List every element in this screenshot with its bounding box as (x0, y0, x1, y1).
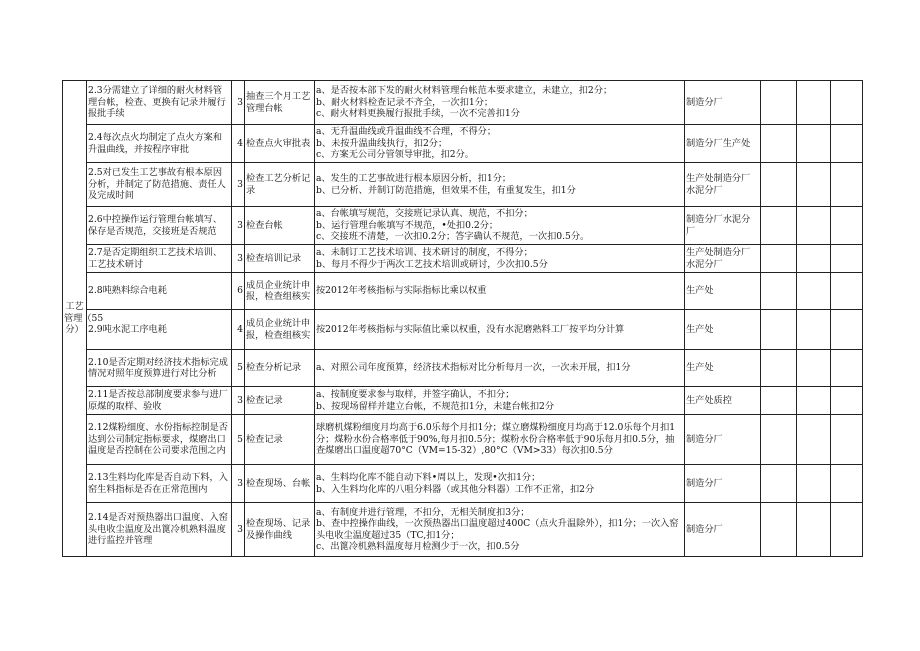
table-row (63, 503, 863, 557)
table-row (63, 350, 863, 387)
criteria-line: b、入生料均化库的八咀分料器（或其他分料器）工作不正常，扣2分 (316, 483, 595, 495)
blank-cell (831, 245, 863, 273)
score-cell: 3 (232, 465, 245, 503)
method-cell: 检查培训记录 (245, 245, 315, 273)
criteria-cell (315, 207, 685, 245)
blank-cell (797, 387, 831, 415)
blank-cell (831, 465, 863, 503)
blank-cell (831, 273, 863, 310)
dept-cell: 生产处 (685, 310, 761, 350)
blank-cell (831, 207, 863, 245)
method-cell: 抽查三个月工艺管理台帐 (245, 81, 315, 125)
criteria-line: a、生料均化库不能自动下料•周以上，发现•次扣1分； (316, 472, 541, 484)
dept-cell: 生产处制造分厂水泥分厂 (685, 163, 761, 207)
score-cell: 3 (232, 163, 245, 207)
blank-cell (831, 81, 863, 125)
criteria-cell (315, 125, 685, 163)
method-cell: 检查点火审批表 (245, 125, 315, 163)
score-cell: 3 (232, 245, 245, 273)
criteria-cell (315, 503, 685, 557)
blank-cell (761, 81, 797, 125)
criteria-cell (315, 163, 685, 207)
method-cell: 检查工艺分析记录 (245, 163, 315, 207)
criteria-line: a、按制度要求参与取样，并签字确认，不扣分； (316, 389, 515, 401)
item-cell: 2.7是否定期组织工艺技术培训、工艺技术研讨 (87, 245, 232, 273)
item-cell: 2.4每次点火均制定了点火方案和升温曲线，并按程序审批 (87, 125, 232, 163)
dept-cell: 制造分厂水泥分厂 (685, 207, 761, 245)
item-cell: 2.9吨水泥工序电耗 (87, 310, 232, 350)
blank-cell (831, 310, 863, 350)
criteria-cell (315, 350, 685, 387)
score-cell: 5 (232, 350, 245, 387)
table-row (63, 415, 863, 465)
criteria-line: b、运行管理台帐填写不规范，•处扣0.2分； (316, 219, 499, 231)
blank-cell (831, 503, 863, 557)
criteria-line: a、未制订工艺技术培训、技术研讨的制度，不得分； (316, 247, 533, 259)
item-cell: 2.10是否定期对经济技术指标完成情况对照年度预算进行对比分析 (87, 350, 232, 387)
dept-cell: 制造分厂 (685, 465, 761, 503)
criteria-line: b、每月不得少于两次工艺技术培训或研讨，少次扣0.5分 (316, 258, 548, 270)
item-cell: 2.14是否对预热器出口温度、入窑头电收尘温度及出篦冷机熟料温度进行监控并管理 (87, 503, 232, 557)
blank-cell (797, 207, 831, 245)
criteria-line: b、已分析、并制订防范措施，但效果不佳，有重复发生，扣1分 (316, 184, 576, 196)
blank-cell (831, 163, 863, 207)
blank-cell (761, 163, 797, 207)
dept-cell: 制造分厂 (685, 81, 761, 125)
item-cell: 2.13生料均化库是否自动下料，入窑生料指标是否在正常范围内 (87, 465, 232, 503)
score-cell: 5 (232, 415, 245, 465)
item-cell: 2.5对已发生工艺事故有根本原因分析，并制定了防范措施、责任人及完成时间 (87, 163, 232, 207)
score-cell: 3 (232, 387, 245, 415)
criteria-line: 按2012年考核指标与实际指标比乘以权重 (316, 285, 487, 297)
category-line: 管理（55 (64, 312, 104, 324)
criteria-cell (315, 387, 685, 415)
criteria-line: 按2012年考核指标与实际值比乘以权重，没有水泥磨熟料工厂按平均分计算 (316, 323, 625, 335)
table-row (63, 125, 863, 163)
blank-cell (761, 415, 797, 465)
assessment-table (62, 80, 863, 557)
score-cell: 3 (232, 81, 245, 125)
table-row (63, 245, 863, 273)
table-row (63, 310, 863, 350)
criteria-line: c、出篦冷机熟料温度每月检测少于一次，扣0.5分 (316, 540, 520, 552)
dept-cell: 生产处 (685, 350, 761, 387)
method-cell: 检查现场、台帐 (245, 465, 315, 503)
criteria-line: a、对照公司年度预算，经济技术指标对比分析每月一次，一次未开展，扣1分 (316, 362, 631, 374)
criteria-cell (315, 310, 685, 350)
criteria-line: c、耐火材料更换履行报批手续，一次不完善扣1分 (316, 108, 520, 120)
dept-cell: 制造分厂 (685, 503, 761, 557)
blank-cell (797, 125, 831, 163)
dept-cell: 生产处质控 (685, 387, 761, 415)
method-cell: 检查台帐 (245, 207, 315, 245)
dept-cell: 制造分厂生产处 (685, 125, 761, 163)
dept-cell: 生产处制造分厂水泥分厂 (685, 245, 761, 273)
score-cell: 4 (232, 125, 245, 163)
table-row (63, 81, 863, 125)
category-cell (63, 81, 104, 557)
score-cell: 4 (232, 310, 245, 350)
method-cell: 检查记录 (245, 415, 315, 465)
criteria-line: a、无升温曲线或升温曲线不合理，不得分； (316, 126, 497, 138)
blank-cell (761, 503, 797, 557)
blank-cell (761, 125, 797, 163)
item-cell: 2.3分需建立了详细的耐火材料管理台帐，检查、更换有记录并履行报批手续 (87, 81, 232, 125)
blank-cell (761, 273, 797, 310)
criteria-line: a、是否按本部下发的耐火材料管理台帐范本要求建立，未建立，扣2分； (316, 85, 613, 97)
criteria-cell (315, 273, 685, 310)
blank-cell (797, 310, 831, 350)
table-row (63, 163, 863, 207)
category-line: 分） (65, 324, 84, 336)
blank-cell (797, 81, 831, 125)
blank-cell (761, 465, 797, 503)
criteria-line: b、按现场留样并建立台帐，不规范扣1分，未建台帐扣2分 (316, 400, 555, 412)
table-row (63, 387, 863, 415)
blank-cell (761, 387, 797, 415)
criteria-cell (315, 245, 685, 273)
blank-cell (831, 350, 863, 387)
criteria-cell (315, 81, 685, 125)
dept-cell: 生产处 (685, 273, 761, 310)
criteria-line: c、方案无公司分管领导审批，扣2分。 (316, 149, 474, 161)
method-cell: 检查分析记录 (245, 350, 315, 387)
blank-cell (797, 465, 831, 503)
table-row (63, 465, 863, 503)
table-row (63, 273, 863, 310)
method-cell: 成员企业统计申报，检查组核实 (245, 273, 315, 310)
criteria-line: a、台帐填写规范，交接班记录认真、规范，不扣分； (316, 208, 533, 220)
blank-cell (797, 415, 831, 465)
blank-cell (761, 310, 797, 350)
blank-cell (831, 125, 863, 163)
method-cell: 检查记录 (245, 387, 315, 415)
blank-cell (797, 350, 831, 387)
score-cell: 3 (232, 503, 245, 557)
item-cell: 2.8吨熟料综合电耗 (87, 273, 232, 310)
criteria-line: b、未按升温曲线执行，扣2分； (316, 137, 448, 149)
blank-cell (761, 207, 797, 245)
blank-cell (797, 163, 831, 207)
criteria-line: a、有制度并进行管理，不扣分，无相关制度扣3分； (316, 506, 530, 518)
criteria-line: 球磨机煤粉细度月均高于6.0乐每个月扣1分；煤立磨煤粉细度月均高于12.0乐每个月扣1分；煤粉水份合格率低于90%,每月扣0.5分；煤粉水份合格率低于90乐每月扣0.5分，抽查煤磨出口温度超70°C（VM=15-32）,80°C（VM>33）每次扣0.5分 (316, 422, 676, 457)
blank-cell (761, 350, 797, 387)
criteria-line: a、发生的工艺事故进行根本原因分析，扣1分； (316, 173, 512, 185)
criteria-cell (315, 415, 685, 465)
method-cell: 检查现场、记录及操作曲线 (245, 503, 315, 557)
item-cell: 2.6中控操作运行管理台帐填写、保存是否规范，交接班是否规范 (87, 207, 232, 245)
score-cell: 6 (232, 273, 245, 310)
item-cell: 2.11是否按总部制度要求参与进厂原煤的取样、验收 (87, 387, 232, 415)
blank-cell (831, 387, 863, 415)
blank-cell (831, 415, 863, 465)
blank-cell (761, 245, 797, 273)
dept-cell: 制造分厂 (685, 415, 761, 465)
item-cell: 2.12煤粉细度、水份指标控制是否达到公司制定指标要求，煤磨出口温度是否控制在公司要求范围之内 (87, 415, 232, 465)
method-cell: 成员企业统计申报，检查组核实 (245, 310, 315, 350)
table-row (63, 207, 863, 245)
category-line: 工艺 (65, 301, 84, 313)
criteria-line: b、查中控操作曲线，一次预热器出口温度超过400C（点火升温除外），扣1分；一次入窑头电收尘温度超过35（TC,扣1分； (316, 518, 679, 541)
blank-cell (797, 245, 831, 273)
score-cell: 3 (232, 207, 245, 245)
criteria-line: b、耐火材料检查记录不齐全，一次扣1分； (316, 96, 494, 108)
criteria-line: c、交接班不清楚，一次扣0.2分；答字确认不规范，一次扣0.5分。 (316, 231, 590, 243)
blank-cell (797, 503, 831, 557)
blank-cell (797, 273, 831, 310)
criteria-cell (315, 465, 685, 503)
